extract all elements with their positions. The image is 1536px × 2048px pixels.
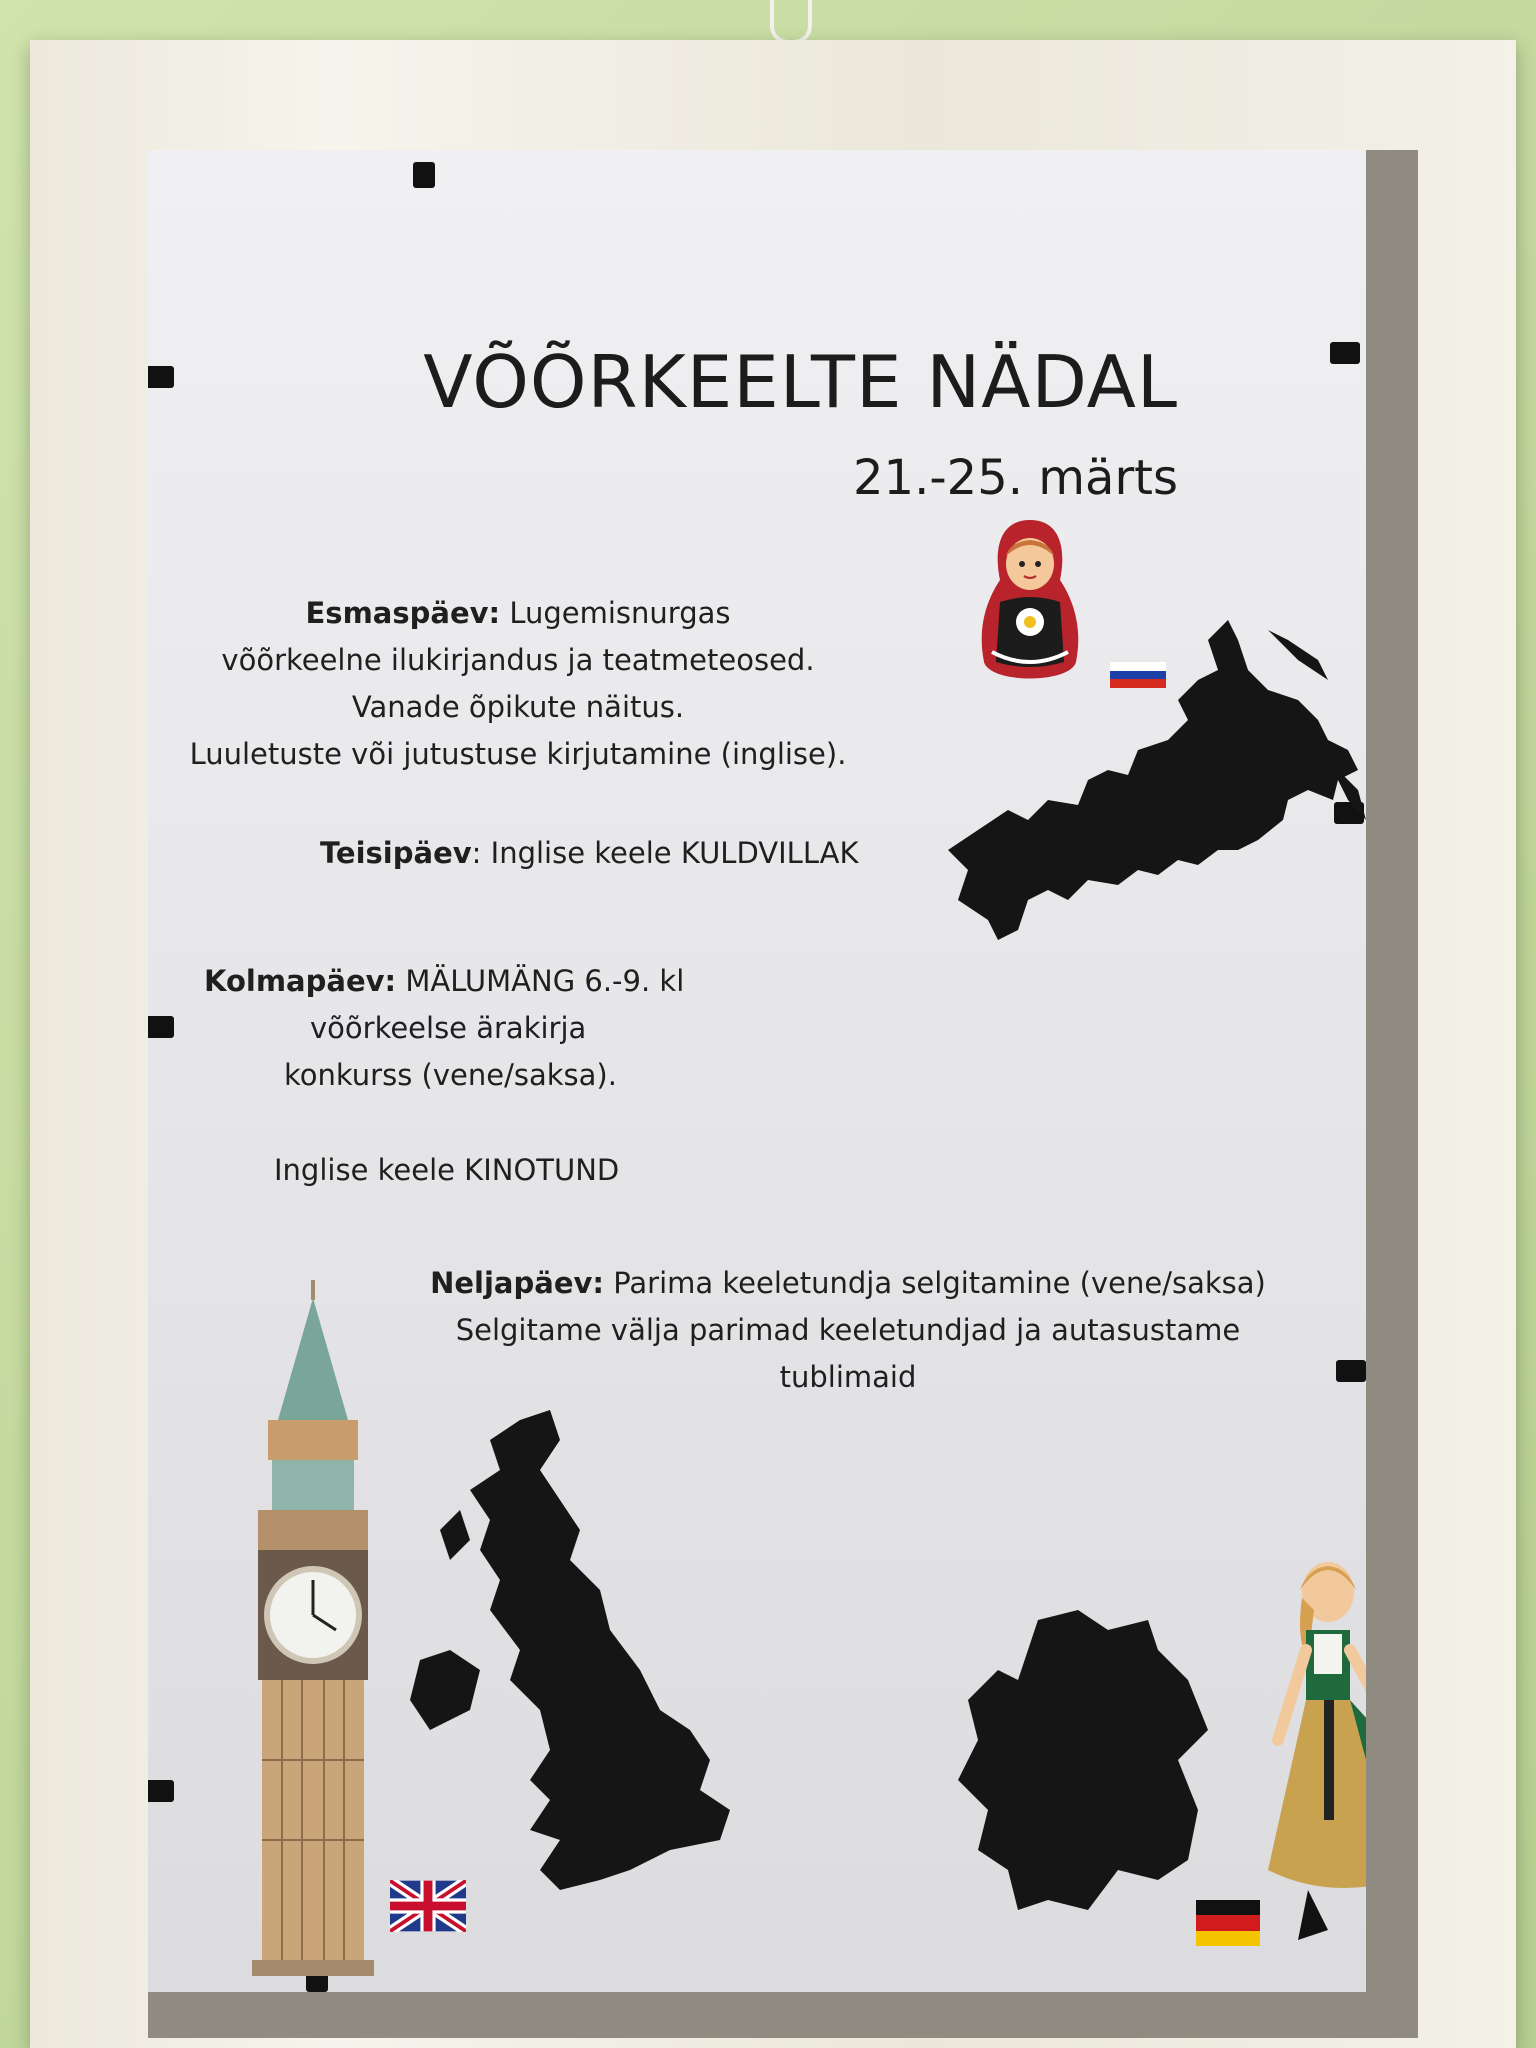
clip <box>1330 342 1360 364</box>
wednesday-extra: Inglise keele KINOTUND <box>274 1153 620 1187</box>
clip <box>413 162 435 188</box>
monday-line: võõrkeelne ilukirjandus ja teatmeteosed. <box>221 643 815 677</box>
poster <box>148 150 1366 1992</box>
tuesday-day: Teisipäev <box>320 836 472 870</box>
poster-title: VÕÕRKEELTE NÄDAL <box>423 340 1178 424</box>
clip <box>148 1016 174 1038</box>
monday-day: Esmaspäev: <box>305 596 501 630</box>
clip <box>148 366 174 388</box>
tuesday-block <box>320 830 880 877</box>
big-ben-icon <box>228 1280 398 1980</box>
thursday-line: Selgitame välja parimad keeletundjad ja autasustame tublimaid <box>455 1313 1241 1394</box>
hanging-string <box>770 0 812 44</box>
monday-line: Luuletuste või jutustuse kirjutamine (inglise). <box>189 737 847 771</box>
thursday-block <box>418 1260 1278 1401</box>
wednesday-line: võõrkeelse ärakirja <box>310 1011 587 1045</box>
thursday-day: Neljapäev: <box>430 1266 604 1300</box>
poster-date: 21.-25. märts <box>853 450 1178 506</box>
monday-block <box>188 590 848 778</box>
monday-line: Vanade õpikute näitus. <box>351 690 685 724</box>
monday-text: Lugemisnurgas <box>500 596 731 630</box>
wednesday-line: konkurss (vene/saksa). <box>284 1058 617 1092</box>
germany-map-icon <box>958 1610 1218 1930</box>
uk-map-icon <box>410 1410 770 1910</box>
dirndl-girl-icon <box>1248 1550 1366 1950</box>
wednesday-text: MÄLUMÄNG 6.-9. kl <box>396 964 685 998</box>
wednesday-block <box>204 958 764 1194</box>
clip <box>148 1780 174 1802</box>
russia-map-icon <box>938 600 1366 1020</box>
clip <box>1336 1360 1366 1382</box>
tuesday-text: : Inglise keele KULDVILLAK <box>471 836 859 870</box>
wednesday-day: Kolmapäev: <box>204 964 397 998</box>
thursday-text: Parima keeletundja selgitamine (vene/saksa) <box>604 1266 1266 1300</box>
